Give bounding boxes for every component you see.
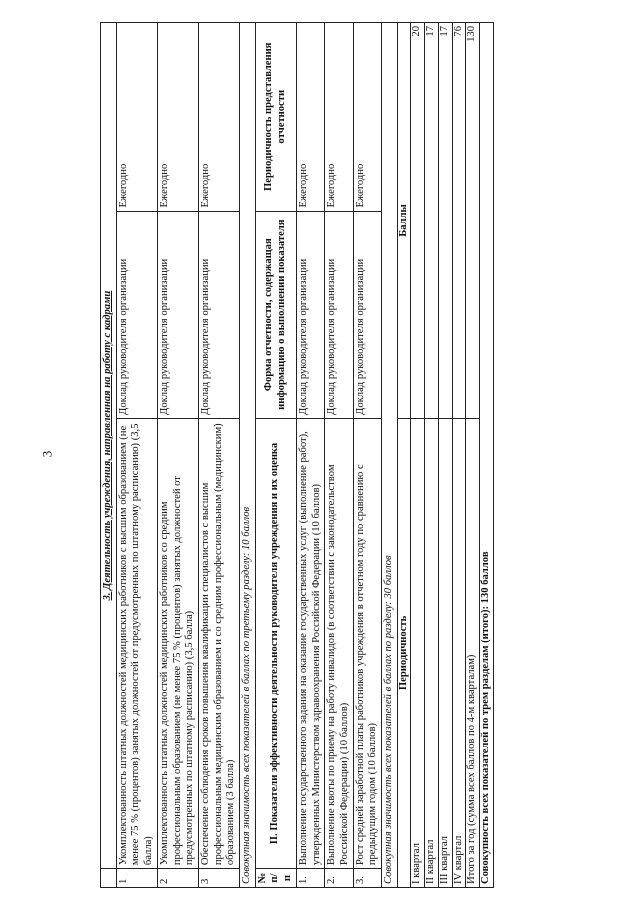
header-form: Форма отчетности, содержащая информацию о выполнении показателя xyxy=(255,211,296,418)
report-period: Ежегодно xyxy=(198,23,239,212)
quarter-value: 76 xyxy=(452,23,466,419)
quarter-row xyxy=(425,23,439,888)
quarter-row xyxy=(438,23,452,888)
header-number: № п/п xyxy=(255,869,296,888)
quarter-value: 17 xyxy=(425,23,439,419)
indicator-text: Обеспечение соблюдения сроков повышения квалификации специалистов с высшим профессиональным медицинским образованием и со средним профессиональным (медицинским) образованием (3 балла) xyxy=(198,418,239,868)
header-period: Периодичность представления отчетности xyxy=(255,23,296,212)
table-row xyxy=(296,23,324,888)
grand-total-row xyxy=(479,23,493,888)
indicator-text: Рост средней заработной платы работников учреждения в отчетном году по сравнению с предыдущим годом (10 баллов) xyxy=(353,418,381,868)
rotated-page-content xyxy=(100,22,550,888)
section3-summary-row xyxy=(240,23,256,888)
quarter-value: 130 xyxy=(466,23,480,419)
page-number: 3 xyxy=(39,450,55,458)
report-period: Ежегодно xyxy=(157,23,198,212)
report-period: Ежегодно xyxy=(116,23,157,212)
report-form: Доклад руководителя организации xyxy=(325,211,353,418)
quarter-label: I квартал xyxy=(411,418,425,887)
quarters-col-period: Периодичность xyxy=(397,418,411,887)
row-number: 2 xyxy=(157,869,198,888)
row-number: 1 xyxy=(116,869,157,888)
report-period: Ежегодно xyxy=(296,23,324,212)
quarter-row xyxy=(411,23,425,888)
quarter-label: Итого за год (сумма всех баллов по 4-м кварталам) xyxy=(466,418,480,887)
quarter-row xyxy=(466,23,480,888)
report-period: Ежегодно xyxy=(325,23,353,212)
indicator-text: Укомплектованность штатных должностей медицинских работников с высшим образованием (не менее 75 % (процентов) занятых должностей от предусмотренных по штатному расписанию) (3,5 балла) xyxy=(116,418,157,868)
report-form: Доклад руководителя организации xyxy=(353,211,381,418)
indicators-table xyxy=(100,22,494,888)
quarter-row xyxy=(452,23,466,888)
report-form: Доклад руководителя организации xyxy=(116,211,157,418)
table-row xyxy=(157,23,198,888)
row-number: 3. xyxy=(353,869,381,888)
section3-title-row xyxy=(101,23,117,888)
indicator-text: Выполнение квоты по приему на работу инвалидов (в соответствии с законодательством Российской Федерации) (10 баллов) xyxy=(325,418,353,868)
section3-summary: Совокупная значимость всех показателей в баллах по третьему разделу: 10 баллов xyxy=(240,23,256,888)
report-form: Доклад руководителя организации xyxy=(296,211,324,418)
section2-header-row xyxy=(255,23,296,888)
report-form: Доклад руководителя организации xyxy=(198,211,239,418)
indicator-text: Выполнение государственного задания на оказание государственных услуг (выполнение работ), утвержденных Министерством здравоохранения Российской Федерации (10 баллов) xyxy=(296,418,324,868)
table-row xyxy=(116,23,157,888)
row-number: 1. xyxy=(296,869,324,888)
grand-total: Совокупность всех показателей по трем разделам (итого): 130 баллов xyxy=(479,23,493,888)
quarter-label: II квартал xyxy=(425,418,439,887)
row-number: 2. xyxy=(325,869,353,888)
table-row xyxy=(198,23,239,888)
quarter-label: III квартал xyxy=(438,418,452,887)
quarters-header-row xyxy=(397,23,411,888)
section2-summary: Совокупная значимость всех показателей в баллах по разделу: 30 баллов xyxy=(382,23,398,888)
table-row xyxy=(325,23,353,888)
header-indicator: II. Показатели эффективности деятельности руководителя учреждения и их оценка xyxy=(255,418,296,868)
report-form: Доклад руководителя организации xyxy=(157,211,198,418)
table-row xyxy=(353,23,381,888)
quarter-value: 20 xyxy=(411,23,425,419)
section2-summary-row xyxy=(382,23,398,888)
row-number: 3 xyxy=(198,869,239,888)
report-period: Ежегодно xyxy=(353,23,381,212)
quarter-value: 17 xyxy=(438,23,452,419)
quarters-col-points: Баллы xyxy=(397,23,411,419)
quarter-label: IV квартал xyxy=(452,418,466,887)
section3-title: 3. Деятельность учреждения, направленная на работу с кадрами xyxy=(101,23,117,869)
indicator-text: Укомплектованность штатных должностей медицинских работников со средним профессиональным образованием (не менее 75 % (процентов) занятых должностей от предусмотренных по штатному расписанию) (3,5 балла) xyxy=(157,418,198,868)
